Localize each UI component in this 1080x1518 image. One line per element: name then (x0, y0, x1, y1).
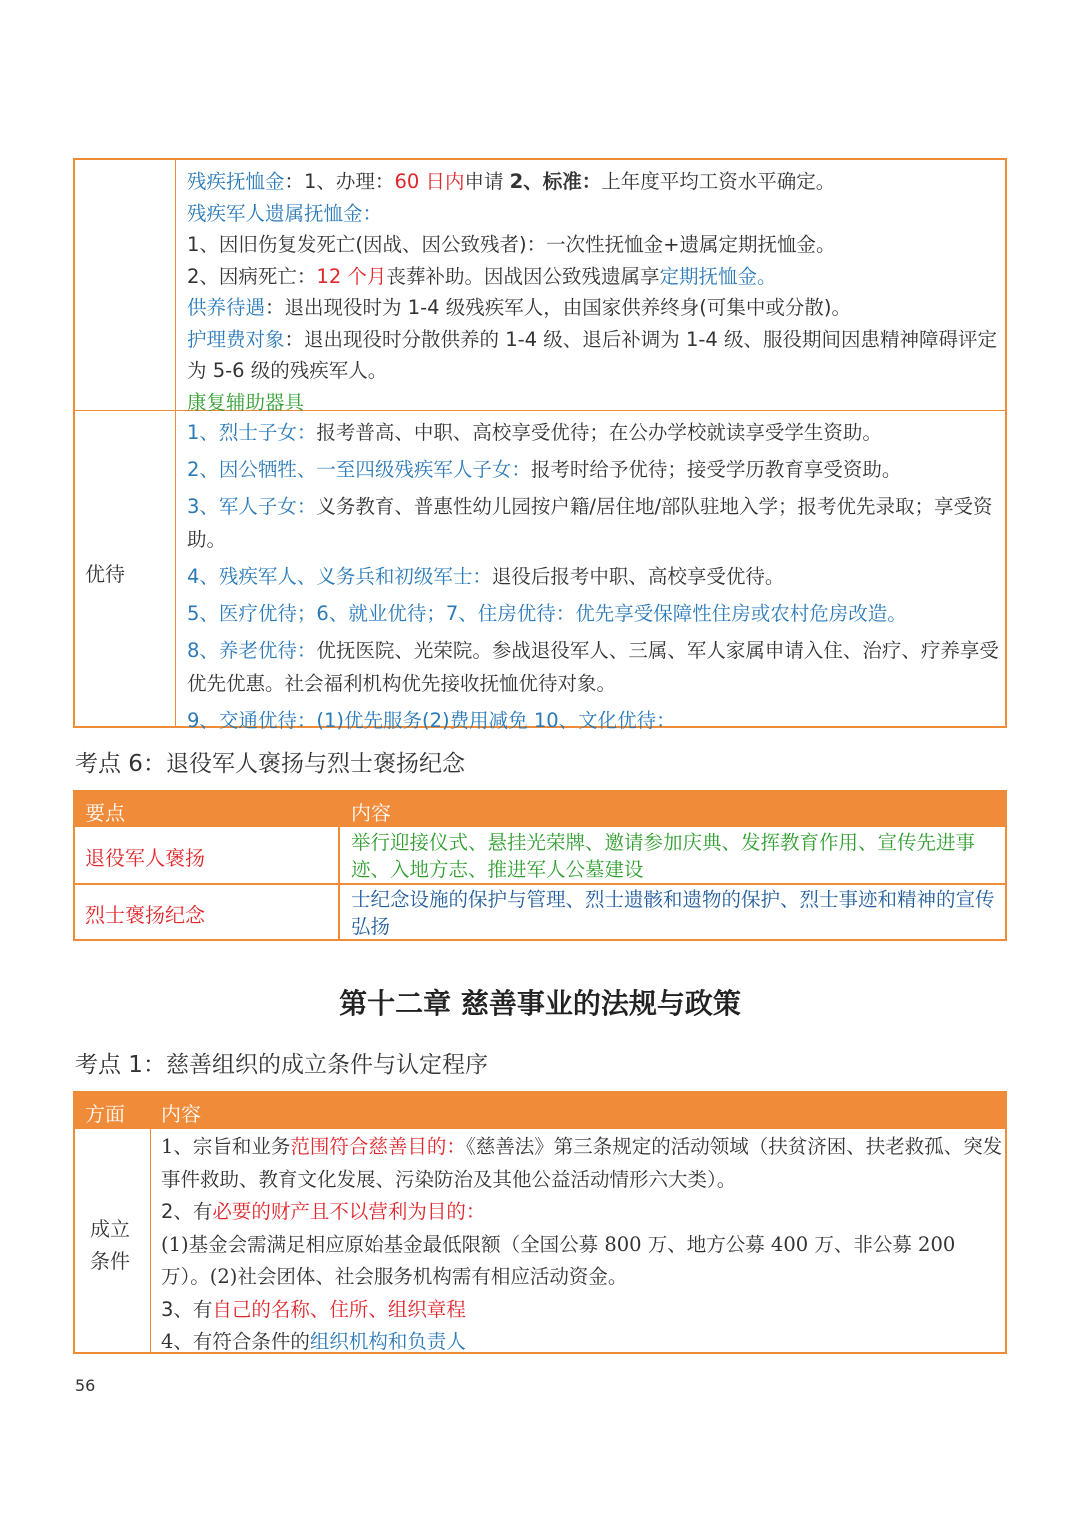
section-heading: 考点 1：慈善组织的成立条件与认定程序 (75, 1052, 488, 1078)
line: 护理费对象：退出现役时分散供养的 1-4 级、退后补调为 1-4 级、服役期间因患精神障碍评定为 5-6 级的残疾军人。 (187, 327, 998, 382)
line: 1、因旧伤复发死亡(因战、因公致残者)：一次性抚恤金+遗属定期抚恤金。 (187, 233, 836, 256)
column-divider (150, 1129, 151, 1352)
line: 9、交通优待：(1)优先服务(2)费用减免 10、文化优待： (187, 709, 676, 732)
line: 残疾军人遗属抚恤金： (187, 201, 383, 225)
line: 残疾抚恤金：1、办理：60 日内申请 2、标准：上年度平均工资水平确定。 (187, 170, 836, 193)
line: 供养待遇：退出现役时为 1-4 级残疾军人，由国家供养终身(可集中或分散)。 (187, 296, 851, 319)
header-col2: 内容 (351, 801, 391, 825)
row-content: 举行迎接仪式、悬挂光荣牌、邀请参加庆典、发挥教育作用、宣传先进事迹、入地方志、推进军人公墓建设 (351, 831, 976, 881)
line: 4、残疾军人、义务兵和初级军士：退役后报考中职、高校享受优待。 (187, 565, 785, 588)
charity-conditions-table (73, 1091, 1007, 1354)
row-label-youdai: 优待 (85, 562, 125, 586)
line: 2、有必要的财产且不以营利为目的： (161, 1200, 486, 1223)
line: 8、养老优待：优抚医院、光荣院。参战退役军人、三属、军人家属申请入住、治疗、疗养享受优先优惠。社会福利机构优先接收抚恤优待对象。 (187, 639, 999, 695)
row-label: 成立条件 (90, 1217, 130, 1273)
row-label: 退役军人褒扬 (85, 846, 205, 870)
disability-pension-cell (187, 166, 1002, 418)
label-column (75, 160, 176, 726)
chapter-title: 第十二章 慈善事业的法规与政策 (339, 987, 741, 1020)
table-header (75, 792, 1005, 827)
header-col2: 内容 (161, 1102, 201, 1126)
page-number: 56 (75, 1376, 96, 1395)
line: 1、宗旨和业务范围符合慈善目的：《慈善法》第三条规定的活动领域（扶贫济困、扶老救孤、突发事件救助、教育文化发展、污染防治及其他公益活动情形六大类）。 (161, 1135, 1003, 1191)
line: 3、有自己的名称、住所、组织章程 (161, 1297, 466, 1321)
line: 4、有符合条件的组织机构和负责人 (161, 1330, 466, 1353)
header-col1: 要点 (85, 801, 125, 825)
line: 3、军人子女：义务教育、普惠性幼儿园按户籍/居住地/部队驻地入学；报考优先录取；享受资助。 (187, 495, 993, 551)
row-content: 士纪念设施的保护与管理、烈士遗骸和遗物的保护、烈士事迹和精神的宣传弘扬 (351, 888, 995, 938)
line: 5、医疗优待；6、就业优待；7、住房优待：优先享受保障性住房或农村危房改造。 (187, 602, 907, 625)
line: (1)基金会需满足相应原始基金最低限额（全国公募 800 万、地方公募 400 万、非公募 200 万）。(2)社会团体、社会服务机构需有相应活动资金。 (161, 1232, 956, 1288)
line: 康复辅助器具 (187, 390, 305, 414)
preferential-treatment-cell (187, 416, 1002, 737)
column-divider (338, 792, 340, 939)
table-header (75, 1093, 1005, 1129)
line: 1、烈士子女：报考普高、中职、高校享受优待；在公办学校就读享受学生资助。 (187, 421, 882, 444)
row-label: 烈士褒扬纪念 (85, 903, 205, 927)
commendation-table (73, 790, 1007, 941)
conditions-cell (161, 1131, 1003, 1359)
line: 2、因公牺牲、一至四级残疾军人子女：报考时给予优待；接受学历教育享受资助。 (187, 458, 902, 481)
line: 2、因病死亡：12 个月丧葬补助。因战因公致残遗属享定期抚恤金。 (187, 264, 777, 288)
benefits-table (73, 158, 1007, 732)
row-divider (75, 883, 1005, 885)
header-col1: 方面 (85, 1102, 125, 1126)
section-heading: 考点 6：退役军人褒扬与烈士褒扬纪念 (75, 751, 465, 777)
